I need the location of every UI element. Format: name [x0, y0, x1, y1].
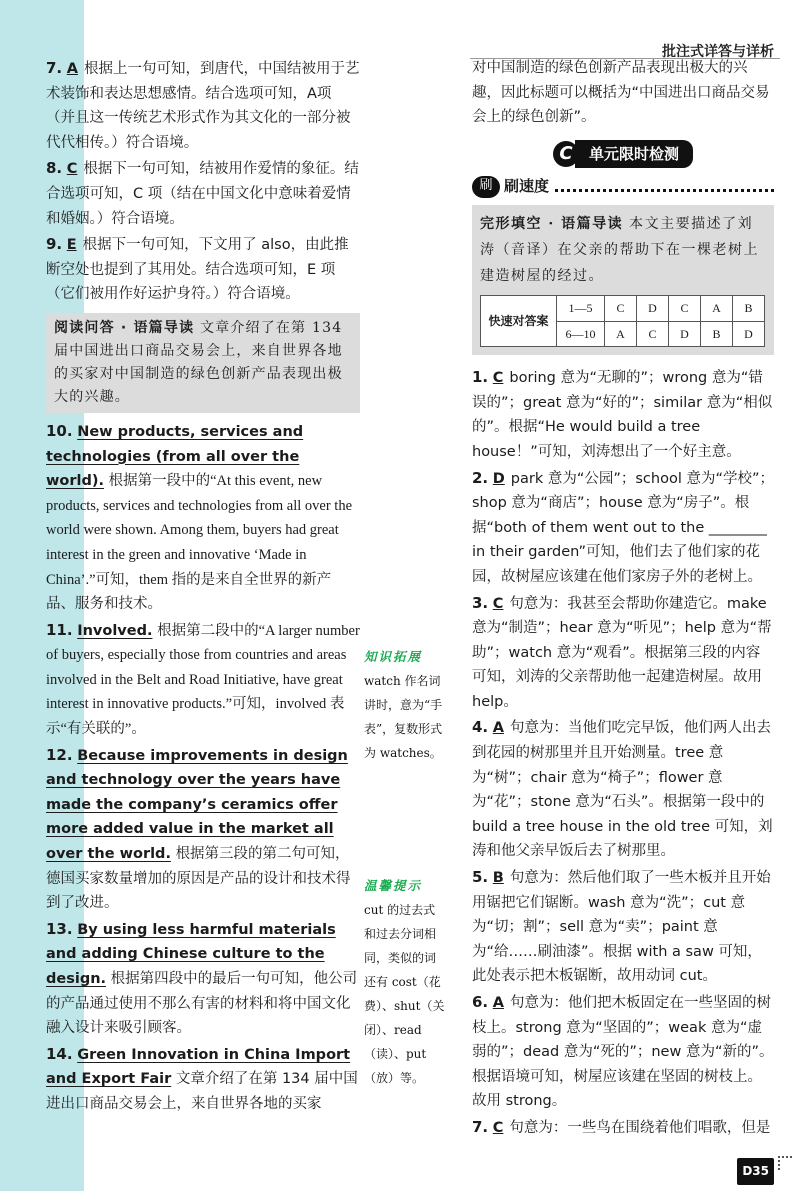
- side-note-text: cut 的过去式和过去分词相同，类似的词还有 cost（花费）、shut（关闭）、read（读）、put（放）等。: [364, 903, 445, 1085]
- item-answer: D: [492, 470, 505, 487]
- item-answer: C: [492, 595, 504, 612]
- item-explanation: 根据上一句可知，到唐代，中国结被用于艺术装饰和表达思想感情。结合选项可知，A项（并且这一传统艺术形式作为其文化的一部分被代代相传。）符合语境。: [46, 61, 360, 151]
- side-note-tip: [364, 874, 446, 1090]
- item-answer: Involved.: [77, 622, 153, 639]
- answer-item-r5: [472, 865, 774, 989]
- item-answer: Because improvements in design and technology over the years have made the company’s ceramics offer more added value in the market all over the world.: [46, 747, 348, 863]
- speed-title: 刷速度: [504, 177, 550, 196]
- item-number: 3.: [472, 593, 489, 612]
- item-number: 1.: [472, 368, 489, 387]
- answer-item-r7: [472, 1115, 774, 1141]
- item-explanation: 句意为：一些鸟在围绕着他们唱歌，但是: [509, 1119, 771, 1136]
- guide-label: 阅读问答 · 语篇导读: [54, 319, 195, 336]
- item-number: 13.: [46, 919, 73, 938]
- table-cell: A: [605, 321, 637, 347]
- answer-item-8: [46, 156, 360, 231]
- table-cell: B: [733, 295, 765, 321]
- item-number: 12.: [46, 745, 73, 764]
- answer-item-13: [46, 917, 360, 1041]
- item-explanation: 根据第四段中的最后一句可知，他公司的产品通过使用不那么有害的材料和将中国文化融入设计来吸引顾客。: [46, 971, 358, 1037]
- table-cell: C: [637, 321, 669, 347]
- table-cell: C: [669, 295, 701, 321]
- item-answer: B: [492, 870, 504, 887]
- unit-title: 单元限时检测: [575, 140, 693, 169]
- continue-corner-icon: [778, 1156, 792, 1170]
- item-explanation: 句意为：当他们吃完早饭，他们两人出去到花园的树那里并且开始测量。tree 意为“树”；chair 意为“椅子”；flower 意为“花”；stone 意为“石头”。根据第一段中的 build a tree house in the old tree 可知，刘涛和他父亲早饭后去了树那里。: [472, 720, 773, 860]
- table-range: 1—5: [557, 295, 605, 321]
- unit-letter-icon: C: [553, 141, 579, 167]
- item-explanation: 根据第一段中的“At this event, new products, services and technologies from all over the world were shown. Among them, buyers had great interest in the green and innovative ‘Made in China’.”可知，them 指的是来自全世界的新产品、服务和技术。: [46, 473, 353, 613]
- item-number: 4.: [472, 718, 489, 737]
- guide-text: 本文主要描述了刘涛（音译）在父亲的帮助下在一棵老树上建造树屋的经过。: [480, 215, 759, 284]
- item-explanation: 根据下一句可知，结被用作爱情的象征。结合选项可知，C 项（结在中国文化中意味着爱情和婚姻。）符合语境。: [46, 161, 359, 227]
- item-answer: A: [492, 720, 504, 737]
- item-explanation: 根据第二段中的“A larger number of buyers, especially those from countries and areas involved in the Belt and Road Initiative, have great interest in innovative products.”可知，involved 表示“有关联的”。: [46, 622, 360, 738]
- item-number: 14.: [46, 1044, 73, 1063]
- side-note-title: 温馨提示: [364, 878, 423, 893]
- item-number: 2.: [472, 468, 489, 487]
- item-explanation: 文章介绍了在第 134 届中国进出口商品交易会上，来自世界各地的买家: [46, 1071, 358, 1112]
- item-answer: C: [66, 161, 78, 178]
- item-number: 5.: [472, 868, 489, 887]
- table-cell: D: [669, 321, 701, 347]
- table-row: [481, 295, 765, 321]
- answer-item-r2: [472, 466, 774, 590]
- reading-guide-box: [46, 313, 360, 413]
- item-explanation: 句意为：然后他们取了一些木板并且开始用锯把它们锯断。wash 意为“洗”；cut 意为“切；割”；sell 意为“卖”；paint 意为“给……刷油漆”。根据 with a saw 可知，此处表示把木板锯断，故用动词 cut。: [472, 870, 771, 985]
- item-number: 10.: [46, 421, 73, 440]
- item-answer: New products, services and technologies (from all over the world).: [46, 423, 304, 490]
- unit-test-banner: [472, 140, 774, 169]
- answer-item-10: [46, 419, 360, 617]
- item-number: 8.: [46, 159, 63, 178]
- page-number: D35: [737, 1158, 774, 1185]
- speed-section-header: [472, 174, 774, 199]
- guide-label: 完形填空 · 语篇导读: [480, 215, 624, 232]
- right-column: [472, 56, 774, 1142]
- item-explanation: 根据下一句可知，下文用了 also，由此推断空处也提到了其用处。结合选项可知，E 项（它们被用作好运护身符。）符合语境。: [46, 237, 349, 303]
- item-explanation: park 意为“公园”；school 意为“学校”；shop 意为“商店”；house 意为“房子”。根据“both of them went out to the ________ in their garden”可知，他们去了他们家的花园，故树屋应该建在他们家房子外的老树上。: [472, 470, 774, 585]
- answer-item-14: [46, 1042, 360, 1117]
- item-number: 9.: [46, 235, 63, 254]
- answer-item-r3: [472, 591, 774, 715]
- answer-item-7: [46, 56, 360, 155]
- side-note-title: 知识拓展: [364, 649, 423, 664]
- quick-answer-table: [480, 295, 765, 347]
- item-answer: A: [66, 61, 78, 77]
- item-number: 11.: [46, 620, 73, 639]
- side-note-text: watch 作名词讲时，意为“手表”，复数形式为 watches。: [364, 674, 443, 760]
- table-cell: D: [637, 295, 669, 321]
- item-explanation: 句意为：我甚至会帮助你建造它。make 意为“制造”；hear 意为“听见”；help 意为“帮助”；watch 意为“观看”。根据第三段的内容可知，刘涛的父亲帮助他一起建造树屋。故用 help。: [472, 595, 772, 710]
- table-range: 6—10: [557, 321, 605, 347]
- item-answer: C: [492, 1119, 504, 1136]
- item-number: 6.: [472, 993, 489, 1011]
- table-label: 快速对答案: [481, 295, 557, 346]
- item-number: 7.: [46, 59, 63, 77]
- item-explanation: 根据第三段的第二句可知，德国买家数量增加的原因是产品的设计和技术得到了改进。: [46, 846, 351, 912]
- item-answer: E: [66, 237, 77, 254]
- cloze-guide-box: [472, 205, 774, 355]
- answer-item-12: [46, 743, 360, 916]
- answer-item-r1: [472, 365, 774, 464]
- header-title: 批注式详答与详析: [662, 44, 774, 60]
- brush-icon: 刷: [472, 176, 500, 198]
- dotted-divider: [555, 182, 774, 192]
- item-answer: Green Innovation in China Import and Export Fair: [46, 1046, 351, 1088]
- answer-item-r6: [472, 990, 774, 1114]
- table-cell: B: [701, 321, 733, 347]
- table-cell: C: [605, 295, 637, 321]
- table-cell: A: [701, 295, 733, 321]
- item-answer: A: [492, 995, 504, 1011]
- item-explanation: boring 意为“无聊的”；wrong 意为“错误的”；great 意为“好的”；similar 意为“相似的”。根据“He would build a tree house！”可知，刘涛想出了一个好主意。: [472, 370, 773, 460]
- item-answer: By using less harmful materials and adding Chinese culture to the design.: [46, 921, 336, 987]
- left-column: [46, 56, 360, 1118]
- item-answer: C: [492, 370, 504, 387]
- guide-text: 文章介绍了在第 134 届中国进出口商品交易会上，来自世界各地的买家对中国制造的绿色创新产品表现出极大的兴趣。: [54, 319, 343, 405]
- item-explanation: 句意为：他们把木板固定在一些坚固的树枝上。strong 意为“坚固的”；weak 意为“虚弱的”；dead 意为“死的”；new 意为“新的”。根据语境可知，树屋应该建在坚固的树枝上。故用 strong。: [472, 995, 774, 1110]
- answer-item-r4: [472, 715, 774, 864]
- continued-text: 对中国制造的绿色创新产品表现出极大的兴趣，因此标题可以概括为“中国进出口商品交易会上的绿色创新”。: [472, 60, 770, 126]
- item-number: 7.: [472, 1117, 489, 1136]
- table-cell: D: [733, 321, 765, 347]
- answer-item-11: [46, 618, 360, 742]
- side-note-knowledge: [364, 645, 446, 765]
- answer-item-9: [46, 232, 360, 307]
